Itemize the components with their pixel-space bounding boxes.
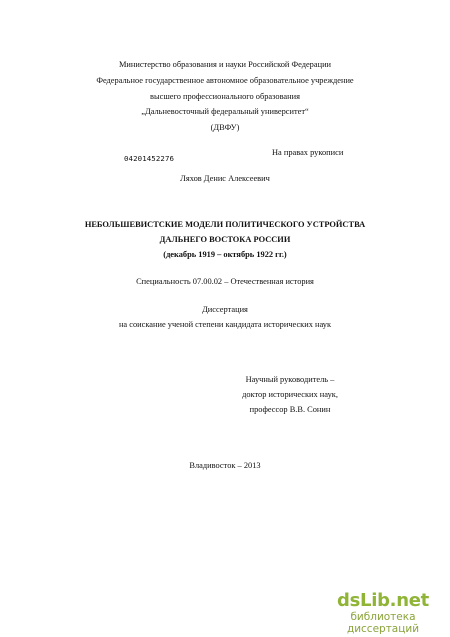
rights-note: На правах рукописи: [272, 148, 344, 157]
education-level-line: высшего профессионального образования: [150, 92, 300, 101]
dslib-watermark: [324, 590, 442, 635]
dissertation-label: Диссертация: [202, 305, 248, 314]
university-abbreviation: (ДВФУ): [210, 123, 240, 132]
supervisor-name: профессор В.В. Сонин: [249, 405, 331, 414]
thesis-title-line-2: ДАЛЬНЕГО ВОСТОКА РОССИИ: [159, 235, 291, 244]
supervisor-degree: доктор исторических наук,: [242, 390, 338, 399]
place-and-year: Владивосток – 2013: [189, 461, 261, 470]
specialty-line: Специальность 07.00.02 – Отечественная история: [136, 277, 314, 286]
dslib-subtitle: библиотека диссертаций: [346, 611, 420, 635]
thesis-title-dates: (декабрь 1919 – октябрь 1922 гг.): [163, 250, 287, 259]
dslib-logo: dsLib.net: [337, 590, 429, 611]
author-name: Ляхов Денис Алексеевич: [180, 174, 270, 183]
university-name-line: „Дальневосточный федеральный университет“: [141, 107, 309, 116]
degree-line: на соискание ученой степени кандидата исторических наук: [118, 320, 332, 329]
ministry-line: Министерство образования и науки Российской Федерации: [118, 60, 332, 69]
supervisor-label: Научный руководитель –: [245, 375, 335, 384]
thesis-title-line-1: НЕБОЛЬШЕВИСТСКИЕ МОДЕЛИ ПОЛИТИЧЕСКОГО УСТРОЙСТВА: [84, 220, 366, 229]
record-number: 04201452276: [124, 154, 175, 163]
institution-type-line: Федеральное государственное автономное образовательное учреждение: [96, 76, 354, 85]
